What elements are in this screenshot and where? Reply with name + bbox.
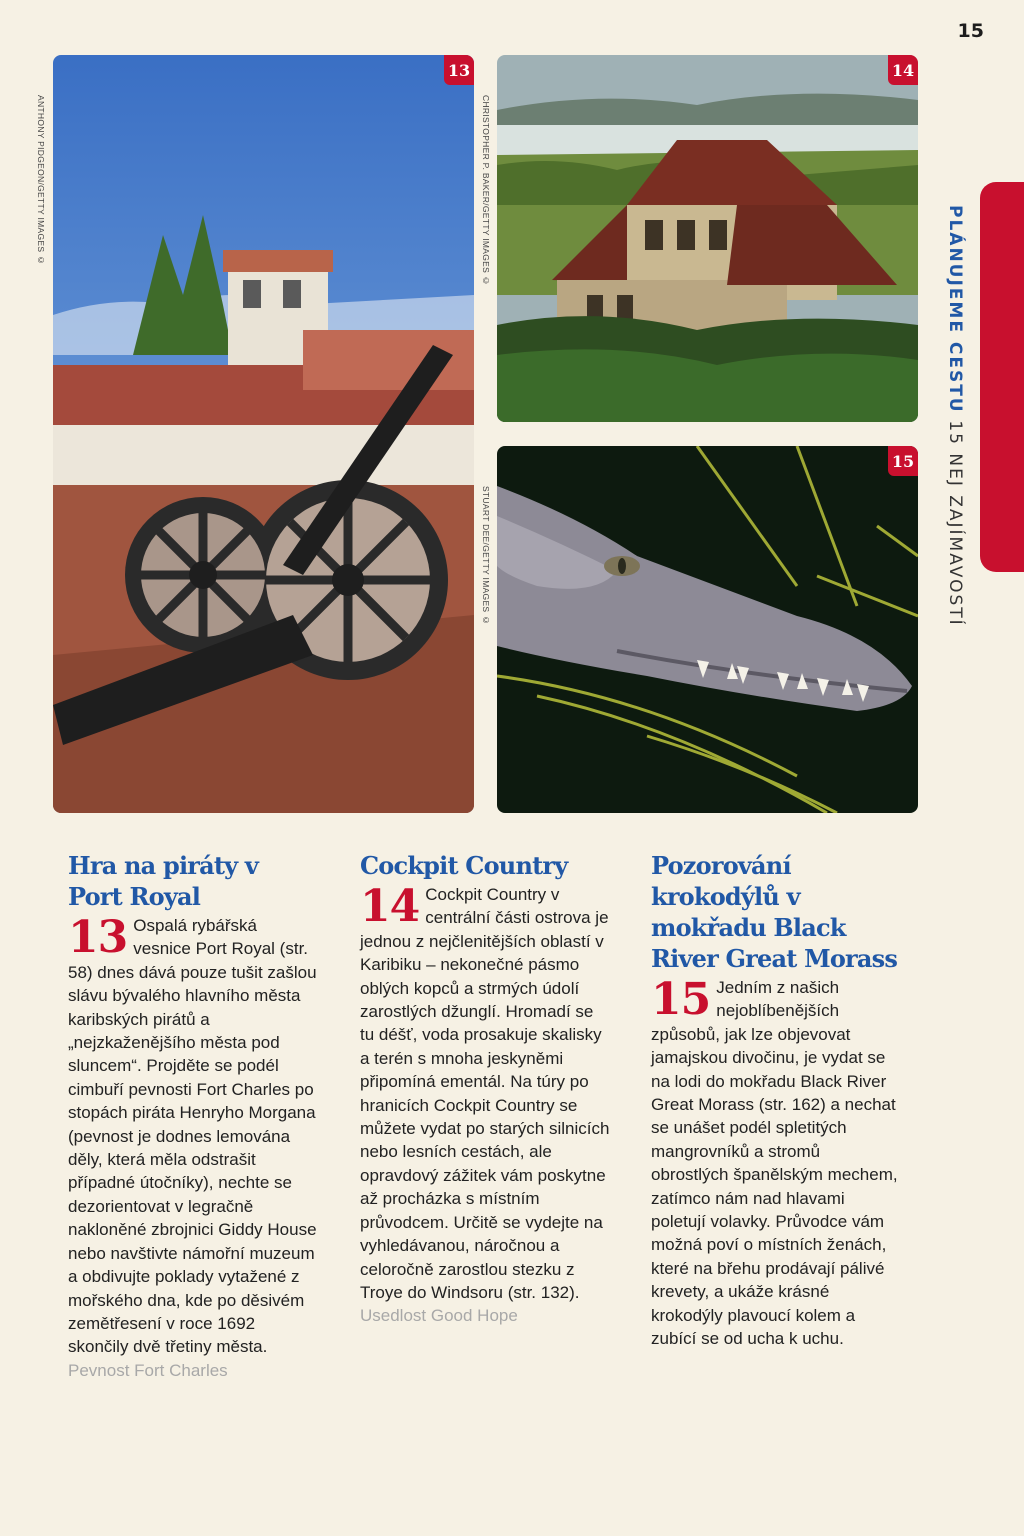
article-text: Ospalá rybářská vesnice Port Royal (str. 58) dnes dává pouze tušit zašlou slávu bývalého hlavního města karibských pirátů a „nejzkaženějšího města pod sluncem“. Projděte se podél cimbuří pevnosti Fort Charles po stopách piráta Henryho Morgana (pevnost je dodnes lemována děly, která měla odstrašit případné útočníky), nechte se dezorientovat v legračně nakloněné zbrojnici Giddy House nebo navštivte námořní muzeum a obdivujte poklady vytažené z mořského dna, kde po děsivém zemětřesení v roce 1692 skončily dvě třetiny města. <box>68 916 317 1357</box>
article-body <box>360 883 610 1328</box>
photo-badge: 15 <box>888 446 918 476</box>
photo-badge: 13 <box>444 55 474 85</box>
page-number: 15 <box>957 20 984 42</box>
photo-credit: CHRISTOPHER P. BAKER/GETTY IMAGES © <box>481 95 491 287</box>
cannon-illustration <box>53 55 474 813</box>
photo-badge: 14 <box>888 55 918 85</box>
photo-fort-charles <box>53 55 474 813</box>
estate-illustration <box>497 55 918 422</box>
article-number: 15 <box>651 974 711 1025</box>
photo-caption: Usedlost Good Hope <box>360 1306 518 1326</box>
article-body <box>651 976 901 1351</box>
article-number: 13 <box>68 912 128 963</box>
article-text: Cockpit Country v centrální části ostrova je jednou z nejčlenitějších oblastí v Karibiku – nekonečné pásmo oblých kopců a strmých údolí zarostlých džunglí. Hromadí se tu déšť, voda prosakuje skalisky a terén s mnoha jeskyněmi připomíná ementál. Na túry po hranicích Cockpit Country se můžete vydat po starých silnicích nebo lesních cestách, ale opravdový zážitek vám poskytne až procházka s místním průvodcem. Určitě se vydejte na vyhledávanou, náročnou a celoročně zarostlou stezku z Troye do Windsoru (str. 132). <box>360 885 610 1302</box>
photo-credit: ANTHONY PIDGEON/GETTY IMAGES © <box>36 95 46 266</box>
photo-good-hope <box>497 55 918 422</box>
article-title: Hra na piráty v Port Royal <box>68 851 259 911</box>
article-title: Cockpit Country <box>360 851 568 880</box>
article-number: 14 <box>360 881 420 932</box>
article-body <box>68 914 318 1382</box>
article-port-royal <box>68 850 318 1382</box>
photo-caption: Pevnost Fort Charles <box>68 1360 228 1380</box>
photo-crocodile <box>497 446 918 813</box>
chapter-title: PLÁNUJEME CESTU <box>945 205 965 414</box>
crocodile-illustration <box>497 446 918 813</box>
chapter-heading <box>945 205 965 627</box>
chapter-tab[interactable] <box>980 182 1024 572</box>
chapter-subtitle: 15 NEJ ZAJÍMAVOSTÍ <box>945 420 965 627</box>
article-text: Jedním z našich nejoblíbenějších způsobů, jak lze objevovat jamajskou divočinu, je vydat se na lodi do mokřadu Black River Great Morass (str. 162) a nechat se unášet podél spletitých mangrovníků a stromů obrostlých španělským mechem, zatímco nám nad hlavami poletují volavky. Průvodce vám možná poví o místních ženách, které na břehu prodávají pálivé krevety, a ukáže krásné krokodýly plavoucí kolem a zubící se od ucha k uchu. <box>651 978 898 1349</box>
photo-credit: STUART DEE/GETTY IMAGES © <box>481 486 491 626</box>
article-title: Pozorování krokodýlů v mokřadu Black River Great Morass <box>651 851 898 973</box>
article-cockpit-country <box>360 850 610 1328</box>
article-black-river <box>651 850 901 1351</box>
